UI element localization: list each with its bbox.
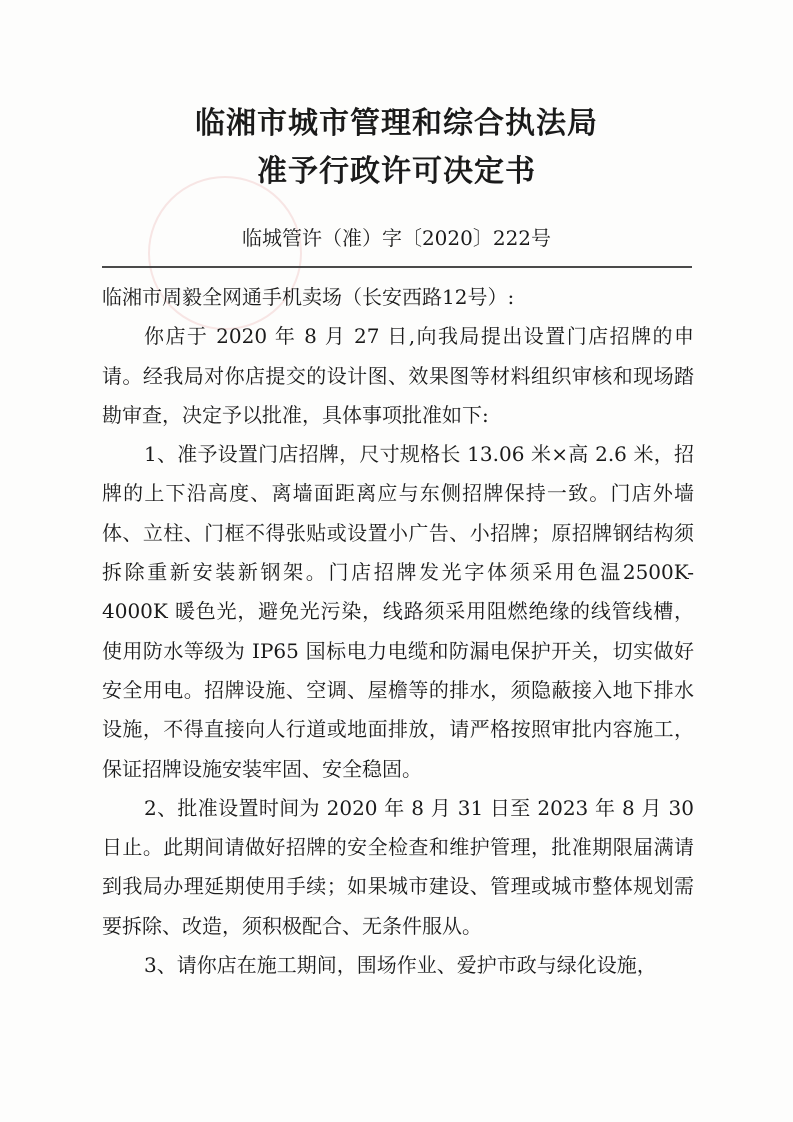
paragraph-item-2: 2、批准设置时间为 2020 年 8 月 31 日至 2023 年 8 月 30 日止。此期间请做好招牌的安全检查和维护管理，批准期限届满请到我局办理延期使用手续；如果城市建设、管理或城市整体规划需要拆除、改造，须积极配合、无条件服从。	[102, 795, 694, 938]
header-divider	[102, 266, 692, 268]
addressee: 临湘市周毅全网通手机卖场（长安西路12号）:	[102, 285, 515, 309]
paragraph-intro: 你店于 2020 年 8 月 27 日,向我局提出设置门店招牌的申请。经我局对你店提交的设计图、效果图等材料组织审核和现场踏勘审查，决定予以批准，具体事项批准如下:	[102, 324, 694, 427]
document-number: 临城管许（准）字〔2020〕222号	[241, 226, 552, 250]
paragraph-item-1: 1、准予设置门店招牌，尺寸规格长 13.06 米×高 2.6 米，招牌的上下沿高度、离墙面距离应与东侧招牌保持一致。门店外墙体、立柱、门框不得张贴或设置小广告、小招牌；原招牌钢结构须拆除重新安装新钢架。门店招牌发光字体须采用色温2500K-4000K 暖色光，避免光污染，线路须采用阻燃绝缘的线管线槽，使用防水等级为 IP65 国标电力电缆和防漏电保护开关，切实做好安全用电。招牌设施、空调、屋檐等的排水，须隐蔽接入地下排水设施，不得直接向人行道或地面排放，请严格按照审批内容施工，保证招牌设施安装牢固、安全稳固。	[102, 442, 694, 781]
document-title: 准予行政许可决定书	[257, 154, 536, 189]
issuer-title: 临湘市城市管理和综合执法局	[195, 106, 598, 141]
paragraph-item-3: 3、请你店在施工期间，围场作业、爱护市政与绿化设施，	[144, 953, 657, 978]
letter-body	[102, 278, 694, 985]
